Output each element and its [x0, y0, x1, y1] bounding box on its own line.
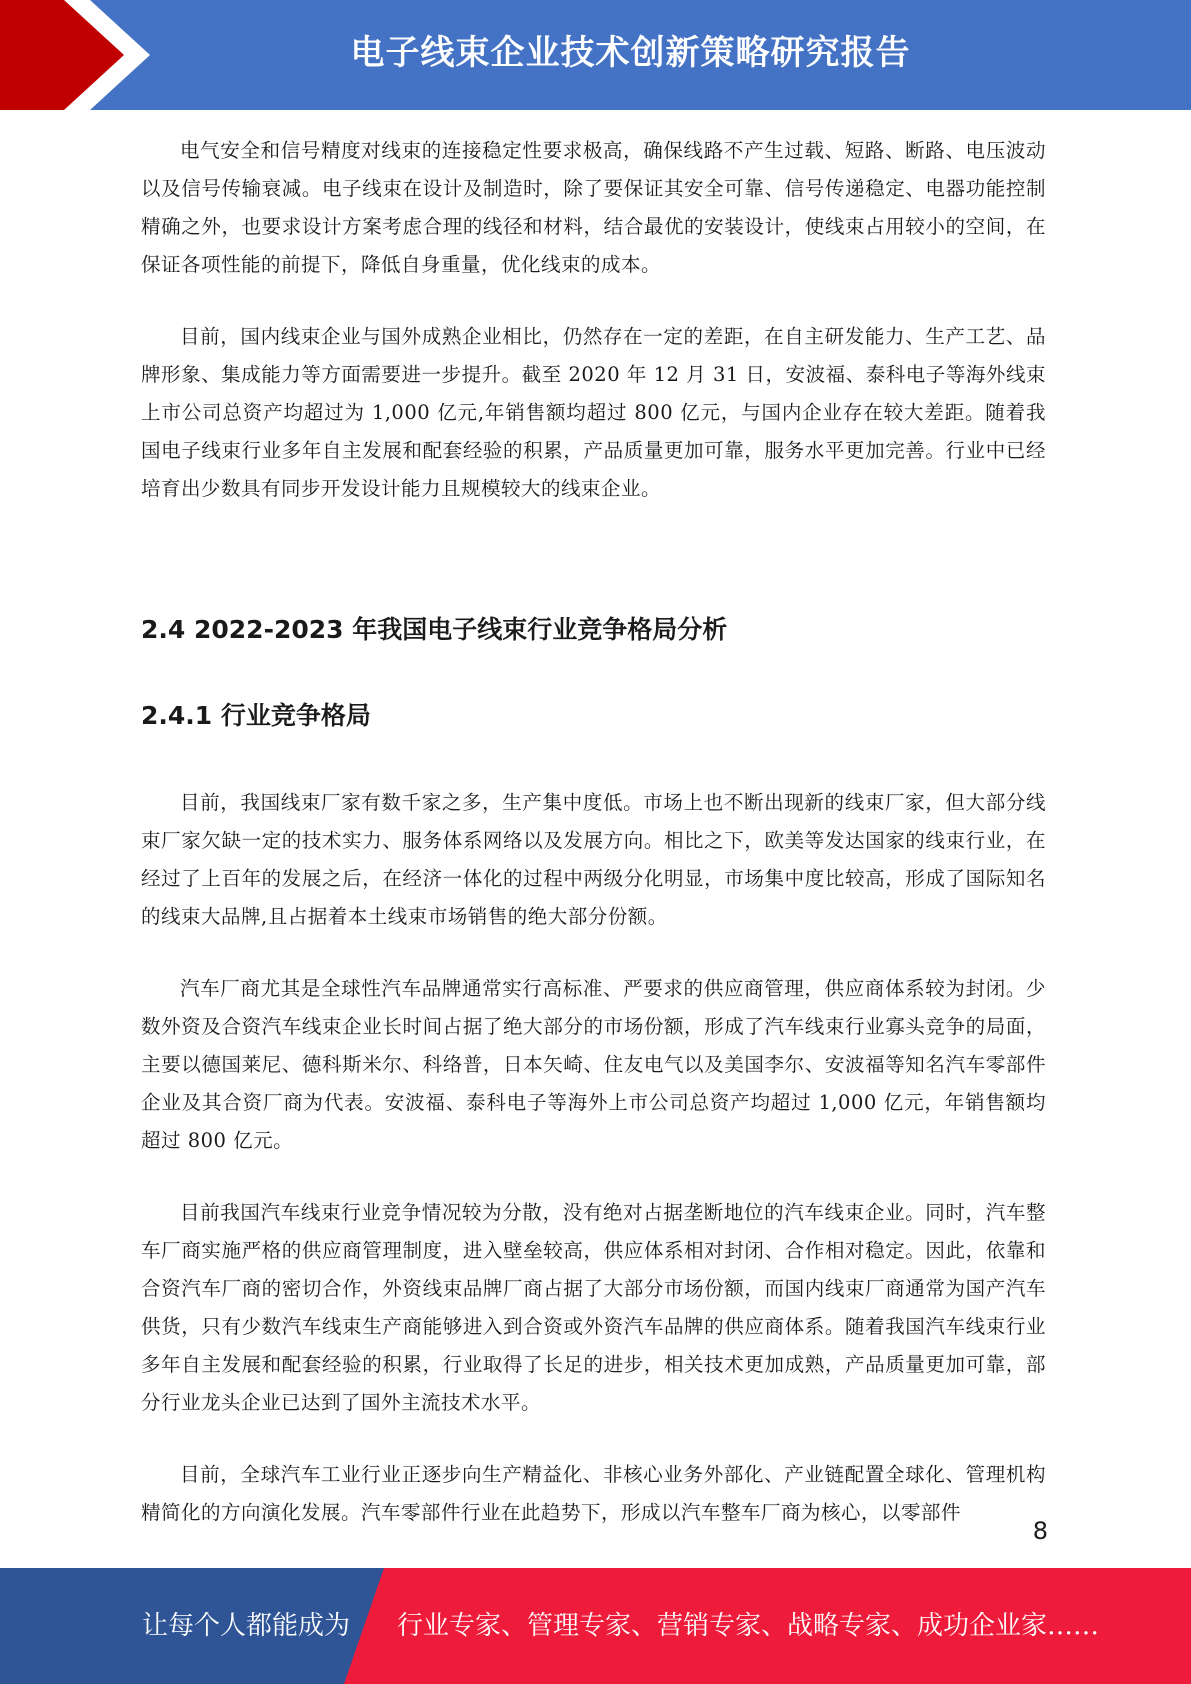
footer-slogan-left: 让每个人都能成为 [142, 1611, 351, 1641]
body-paragraph-4: 目前，全球汽车工业行业正逐步向生产精益化、非核心业务外部化、产业链配置全球化、管理机构精简化的方向演化发展。汽车零部件行业在此趋势下，形成以汽车整车厂商为核心，以零部件 [141, 1463, 1046, 1524]
intro-paragraph-2: 目前，国内线束企业与国外成熟企业相比，仍然存在一定的差距，在自主研发能力、生产工艺、品牌形象、集成能力等方面需要进一步提升。截至 2020 年 12 月 31 日，安波福、泰科电子等海外线束上市公司总资产均超过为 1,000 亿元,年销售额均超过 800 亿元，与国内企业存在较大差距。随着我国电子线束行业多年自主发展和配套经验的积累，产品质量更加可靠，服务水平更加完善。行业中已经培育出少数具有同步开发设计能力且规模较大的线束企业。 [141, 325, 1046, 500]
body-paragraph-3: 目前我国汽车线束行业竞争情况较为分散，没有绝对占据垄断地位的汽车线束企业。同时，汽车整车厂商实施严格的供应商管理制度，进入壁垒较高，供应体系相对封闭、合作相对稳定。因此，依靠和合资汽车厂商的密切合作，外资线束品牌厂商占据了大部分市场份额，而国内线束厂商通常为国产汽车供货，只有少数汽车线束生产商能够进入到合资或外资汽车品牌的供应商体系。随着我国汽车线束行业多年自主发展和配套经验的积累，行业取得了长足的进步，相关技术更加成熟，产品质量更加可靠，部分行业龙头企业已达到了国外主流技术水平。 [141, 1201, 1046, 1414]
footer-slogan-right: 行业专家、管理专家、营销专家、战略专家、成功企业家…… [397, 1611, 1100, 1641]
intro-paragraph-1: 电气安全和信号精度对线束的连接稳定性要求极高，确保线路不产生过载、短路、断路、电压波动以及信号传输衰减。电子线束在设计及制造时，除了要保证其安全可靠、信号传递稳定、电器功能控制精确之外，也要求设计方案考虑合理的线径和材料，结合最优的安装设计，使线束占用较小的空间，在保证各项性能的前提下，降低自身重量，优化线束的成本。 [141, 139, 1046, 276]
page-number: 8 [1032, 1517, 1048, 1545]
page-footer [0, 1568, 1191, 1684]
report-title: 电子线束企业技术创新策略研究报告 [350, 33, 911, 73]
body-paragraph-2: 汽车厂商尤其是全球性汽车品牌通常实行高标准、严要求的供应商管理，供应商体系较为封闭。少数外资及合资汽车线束企业长时间占据了绝大部分的市场份额，形成了汽车线束行业寡头竞争的局面，主要以德国莱尼、德科斯米尔、科络普，日本矢崎、住友电气以及美国李尔、安波福等知名汽车零部件企业及其合资厂商为代表。安波福、泰科电子等海外上市公司总资产均超过 1,000 亿元，年销售额均超过 800 亿元。 [141, 977, 1046, 1152]
page-header [0, 0, 1191, 110]
page-content [141, 132, 1046, 1532]
subsection-heading: 2.4.1 行业竞争格局 [141, 701, 371, 730]
section-body [141, 784, 1046, 1532]
section-heading: 2.4 2022-2023 年我国电子线束行业竞争格局分析 [141, 615, 728, 644]
body-paragraph-1: 目前，我国线束厂家有数千家之多，生产集中度低。市场上也不断出现新的线束厂家，但大部分线束厂家欠缺一定的技术实力、服务体系网络以及发展方向。相比之下，欧美等发达国家的线束行业，在经过了上百年的发展之后，在经济一体化的过程中两级分化明显，市场集中度比较高，形成了国际知名的线束大品牌,且占据着本土线束市场销售的绝大部分份额。 [141, 791, 1046, 928]
